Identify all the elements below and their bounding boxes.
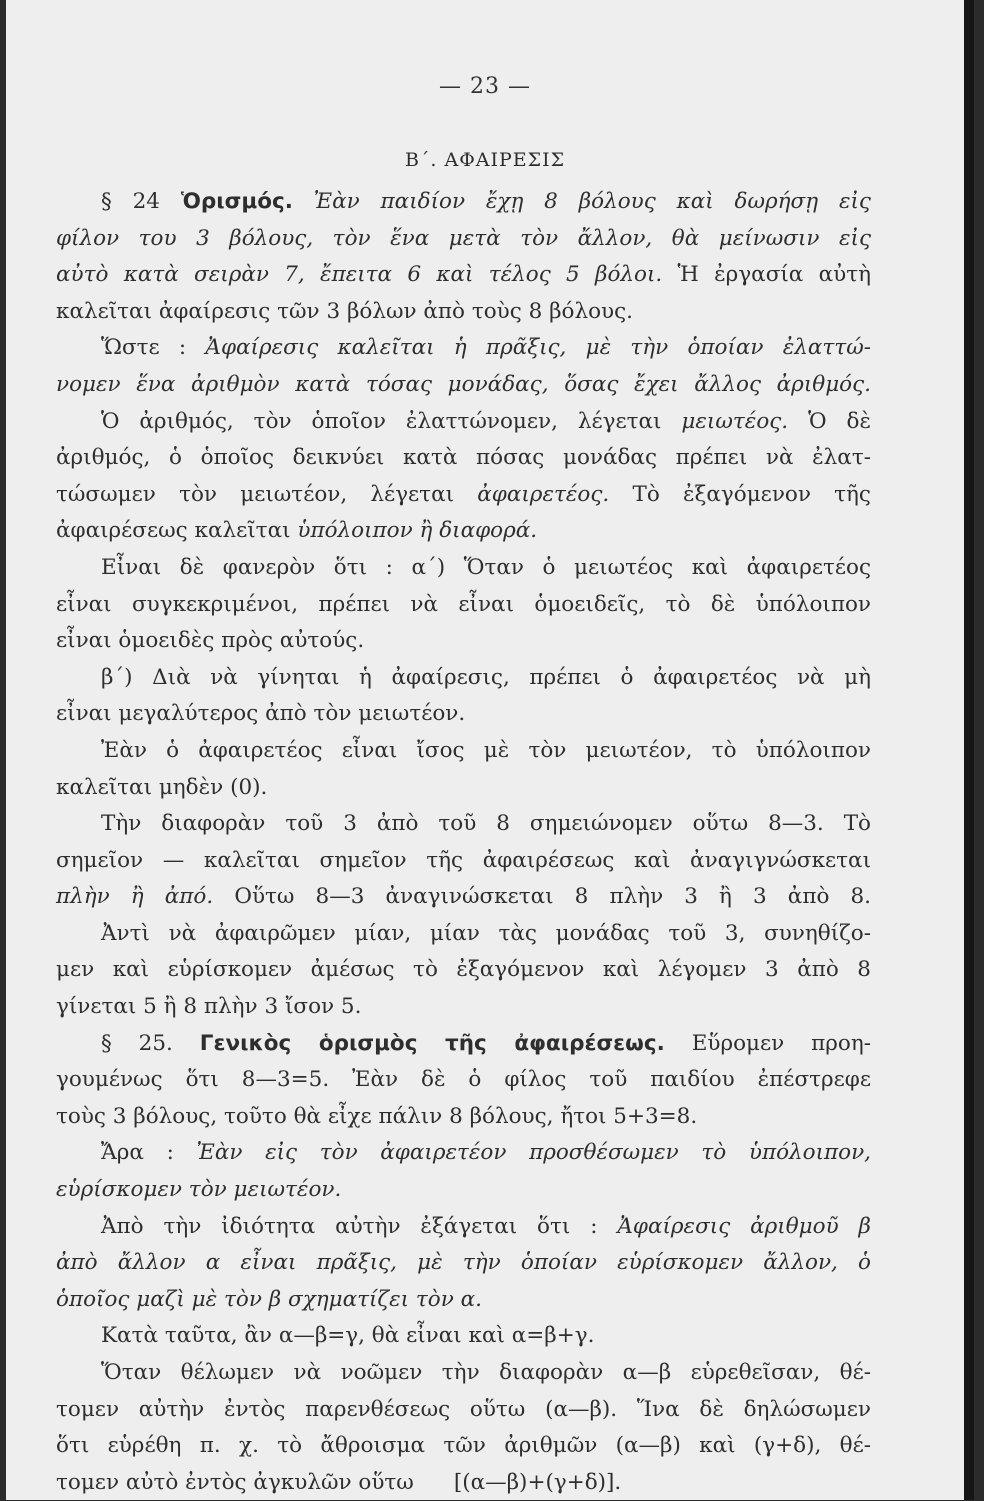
section-number: § 25. (101, 1030, 173, 1056)
text-span: Τὸ ἐξαγόμενον τῆς (632, 481, 871, 507)
text-span: καλεῖται μηδὲν (0). (56, 774, 268, 800)
text-span: τομεν αὐτὸ ἐντὸς ἀγκυλῶν οὕτω (56, 1469, 414, 1495)
text-line (56, 550, 871, 587)
text-line (56, 696, 871, 733)
text-span: τώσωμεν τὸν μειωτέον, λέγεται (56, 481, 455, 507)
text-line (56, 257, 871, 294)
text-line (56, 404, 871, 441)
text-span: καλεῖται ἀφαίρεσις τῶν 3 βόλων ἀπὸ τοὺς 8 βόλους. (56, 298, 634, 324)
text-span: Εὕρομεν προη- (691, 1030, 871, 1056)
text-line (56, 513, 871, 550)
text-span: Ἀντὶ νὰ ἀφαιρῶμεν μίαν, μίαν τὰς μονάδας τοῦ 3, συνηθίζο- (101, 920, 871, 946)
text-span: ἀριθμός, ὁ ὁποῖος δεικνύει κατὰ πόσας μονάδας πρέπει νὰ ἐλατ- (56, 445, 871, 471)
text-span: φίλον του 3 βόλους, τὸν ἕνα μετὰ τὸν ἄλλον, θὰ μείνωσιν εἰς (56, 225, 871, 251)
text-span: Ἐὰν εἰς τὸν ἀφαιρετέον προσθέσωμεν τὸ ὑπόλοιπον, (196, 1140, 872, 1166)
text-span: ἀπὸ ἄλλον α εἶναι πρᾶξις, μὲ τὴν ὁποίαν εὑρίσκομεν ἄλλον, ὁ (56, 1250, 871, 1276)
text-line (56, 843, 871, 880)
text-line (56, 1099, 871, 1136)
text-line (56, 1465, 871, 1501)
text-span: Κατὰ ταῦτα, ἂν α—β=γ, θὰ εἶναι καὶ α=β+γ. (101, 1323, 595, 1349)
text-line (56, 1135, 871, 1172)
text-span: ὑπόλοιπον ἢ διαφορά. (297, 518, 538, 544)
page-number: — 23 — (439, 74, 531, 99)
text-span: Τὴν διαφορὰν τοῦ 3 ἀπὸ τοῦ 8 σημειώνομεν οὕτω 8—3. Τὸ (101, 811, 871, 837)
text-line (56, 1172, 871, 1209)
body-text (56, 184, 871, 1501)
text-line (56, 1209, 871, 1246)
text-line (56, 587, 871, 624)
text-line (56, 1026, 871, 1063)
text-line (56, 330, 871, 367)
text-line (56, 733, 871, 770)
text-line (56, 440, 871, 477)
text-span: Οὕτω 8—3 ἀναγινώσκεται 8 πλὴν 3 ἢ 3 ἀπὸ 8. (234, 884, 872, 910)
text-span: τοὺς 3 βόλους, τοῦτο θὰ εἶχε πάλιν 8 βόλους, ἤτοι 5+3=8. (56, 1103, 698, 1129)
text-span: νομεν ἕνα ἀριθμὸν κατὰ τόσας μονάδας, ὅσας ἔχει ἄλλος ἀριθμός. (56, 371, 871, 397)
text-span: τομεν αὐτὴν ἐντὸς παρενθέσεως οὕτω (α—β). Ἵνα δὲ δηλώσωμεν (56, 1396, 871, 1422)
text-line (56, 879, 871, 916)
text-span: μειωτέος. (681, 408, 789, 434)
text-line (56, 660, 871, 697)
text-line (56, 1245, 871, 1282)
text-line (56, 1282, 871, 1319)
text-span: εἶναι μεγαλύτερος ἀπὸ τὸν μειωτέον. (56, 701, 466, 727)
text-line (56, 477, 871, 514)
text-line (56, 770, 871, 807)
text-span: Ἐὰν παιδίον ἔχῃ 8 βόλους καὶ δωρήσῃ εἰς (313, 189, 871, 214)
text-span: εἶναι ὁμοειδὲς πρὸς αὐτούς. (56, 628, 365, 654)
text-span: αὐτὸ κατὰ σειρὰν 7, ἔπειτα 6 καὶ τέλος 5 βόλοι. (56, 262, 663, 288)
text-span: ἀφαιρέσεως καλεῖται (56, 518, 291, 544)
section-number: § 24 (101, 189, 160, 214)
text-line (56, 1318, 871, 1355)
section-heading: Γενικὸς ὁρισμὸς τῆς ἀφαιρέσεως. (199, 1030, 665, 1056)
text-line (56, 1062, 871, 1099)
formula: [(α—β)+(γ+δ)]. (453, 1469, 622, 1495)
text-line (56, 952, 871, 989)
section-heading: Ὁρισμός. (180, 189, 293, 214)
text-span: Ἐὰν ὁ ἀφαιρετέος εἶναι ἴσος μὲ τὸν μειωτέον, τὸ ὑπόλοιπον (101, 737, 871, 763)
text-span: ὅτι εὑρέθη π. χ. τὸ ἄθροισμα τῶν ἀριθμῶν (α—β) καὶ (γ+δ), θέ- (56, 1433, 871, 1459)
text-line (56, 806, 871, 843)
text-line (56, 221, 871, 258)
text-line (56, 916, 871, 953)
section-title: Β΄. ΑΦΑΙΡΕΣΙΣ (404, 149, 566, 171)
book-page (6, 0, 974, 1500)
text-span: εἶναι συγκεκριμένοι, πρέπει νὰ εἶναι ὁμοειδεῖς, τὸ δὲ ὑπόλοιπον (56, 591, 871, 617)
text-line (56, 1355, 871, 1392)
text-span: Ὅταν θέλωμεν νὰ νοῶμεν τὴν διαφορὰν α—β εὑρεθεῖσαν, θέ- (101, 1360, 871, 1385)
text-line (56, 623, 871, 660)
text-span: Ἀφαίρεσις καλεῖται ἡ πρᾶξις, μὲ τὴν ὁποίαν ἐλαττώ- (205, 335, 871, 361)
text-span: ἀφαιρετέος. (477, 481, 610, 507)
text-line (56, 294, 871, 331)
text-line (56, 989, 871, 1026)
text-span: σημεῖον — καλεῖται σημεῖον τῆς ἀφαιρέσεως καὶ ἀναγιγνώσκεται (56, 847, 871, 873)
text-span: πλὴν ἢ ἀπό. (56, 884, 214, 910)
text-span: Ἀφαίρεσις ἀριθμοῦ β (617, 1213, 871, 1239)
text-span: ὁποῖος μαζὶ μὲ τὸν β σχηματίζει τὸν α. (56, 1286, 482, 1312)
text-span: Ὁ ἀριθμός, τὸν ὁποῖον ἐλαττώνομεν, λέγεται (101, 408, 662, 434)
text-span: εὑρίσκομεν τὸν μειωτέον. (56, 1177, 342, 1203)
text-span: Ἄρα : (101, 1140, 174, 1166)
text-span: Ὥστε : (101, 335, 187, 361)
text-span: Ἀπὸ τὴν ἰδιότητα αὐτὴν ἐξάγεται ὅτι : (101, 1213, 598, 1239)
text-line (56, 367, 871, 404)
text-line (56, 184, 871, 221)
text-span: β΄) Διὰ νὰ γίνηται ἡ ἀφαίρεσις, πρέπει ὁ ἀφαιρετέος νὰ μὴ (101, 664, 871, 690)
text-span: γουμένως ὅτι 8—3=5. Ἐὰν δὲ ὁ φίλος τοῦ παιδίου ἐπέστρεφε (56, 1067, 871, 1093)
text-line (56, 1428, 871, 1465)
text-span: γίνεται 5 ἢ 8 πλὴν 3 ἴσον 5. (56, 994, 362, 1020)
text-span: Ἡ ἐργασία αὐτὴ (677, 262, 871, 288)
text-span: Εἶναι δὲ φανερὸν ὅτι : α΄) Ὅταν ὁ μειωτέος καὶ ἀφαιρετέος (101, 554, 871, 580)
text-span: μεν καὶ εὑρίσκομεν ἀμέσως τὸ ἐξαγόμενον καὶ λέγομεν 3 ἀπὸ 8 (56, 957, 871, 983)
text-span: Ὁ δὲ (808, 408, 871, 434)
text-line (56, 1392, 871, 1429)
